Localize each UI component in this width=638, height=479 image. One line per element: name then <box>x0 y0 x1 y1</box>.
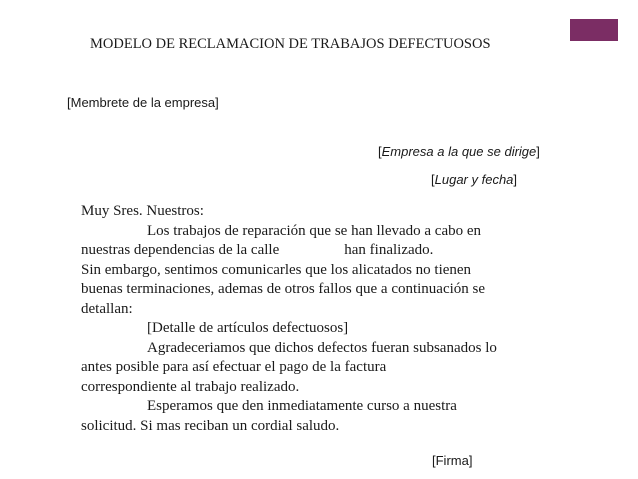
letter-line: correspondiente al trabajo realizado. <box>81 378 300 395</box>
letter-line-part: nuestras dependencias de la calle <box>81 242 280 258</box>
letter-salutation: Muy Sres. Nuestros: <box>81 203 204 219</box>
letter-line: detallan: <box>81 300 133 317</box>
letter-line: Sin embargo, sentimos comunicarles que los alicatados no tienen <box>81 261 472 278</box>
recipient-open-bracket: [ <box>378 144 382 159</box>
recipient-close-bracket: ] <box>536 144 540 159</box>
letter-line: Esperamos que den inmediatamente curso a nuestra <box>147 398 457 414</box>
document-title: MODELO DE RECLAMACION DE TRABAJOS DEFECTUOSOS <box>90 36 491 52</box>
letter-closing: solicitud. Si mas reciban un cordial saludo. <box>81 417 340 434</box>
defect-details-placeholder: [Detalle de artículos defectuosos] <box>147 320 349 336</box>
place-date-text: Lugar y fecha <box>434 172 514 187</box>
place-date-placeholder <box>431 172 517 187</box>
letter-line <box>81 241 591 261</box>
place-date-open-bracket: [ <box>431 172 435 187</box>
recipient-placeholder <box>378 144 540 159</box>
accent-block <box>570 19 618 41</box>
letter-line: Los trabajos de reparación que se han llevado a cabo en <box>147 222 482 239</box>
letterhead-placeholder: [Membrete de la empresa] <box>67 95 219 110</box>
recipient-text: Empresa a la que se dirige <box>381 144 537 159</box>
letter-line: antes posible para así efectuar el pago de la factura <box>81 359 387 375</box>
letter-line: Agradeceriamos que dichos defectos fueran subsanados lo <box>147 339 497 356</box>
letter-line-part: han finalizado. <box>344 242 434 258</box>
letter-line: buenas terminaciones, ademas de otros fallos que a continuación se <box>81 281 486 297</box>
letter-body <box>81 202 591 436</box>
signature-placeholder: [Firma] <box>432 453 473 468</box>
place-date-close-bracket: ] <box>513 172 518 187</box>
